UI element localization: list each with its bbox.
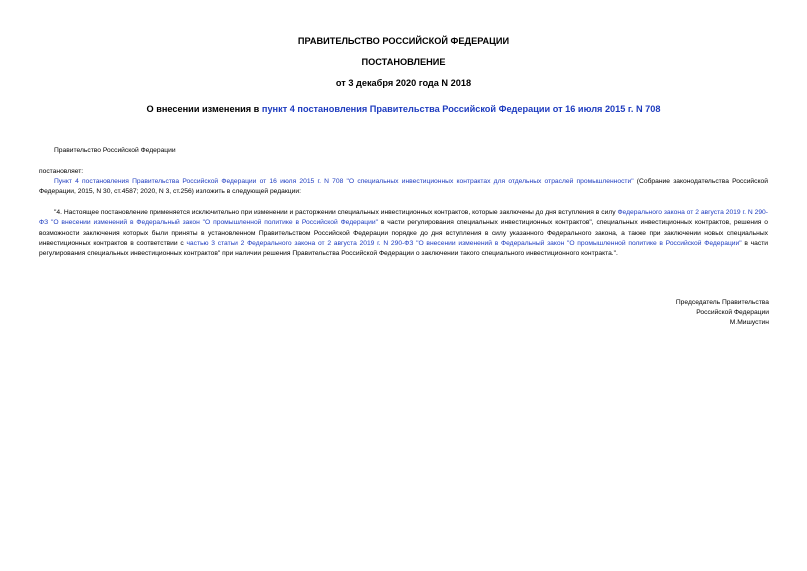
signature-name: М.Мишустин (729, 319, 769, 326)
paragraph-2-link-2[interactable]: частью 3 статьи 2 Федерального закона от 2 августа 2019 г. N 290-ФЗ "О внесении изменений в Федеральный закон "О промышленной политике в Российской Федерации" (186, 239, 742, 247)
signature-organization: Российской Федерации (696, 309, 769, 316)
signature-position: Председатель Правительства (675, 299, 769, 306)
document-type-heading: ПОСТАНОВЛЕНИЕ (361, 57, 446, 67)
document-title (0, 104, 807, 115)
signature-block (676, 298, 769, 328)
government-heading: ПРАВИТЕЛЬСТВО РОССИЙСКОЙ ФЕДЕРАЦИИ (297, 36, 510, 46)
paragraph-2 (39, 208, 768, 259)
paragraph-2-text-c: в части регулирования специальных инвестиционных контрактов" при наличии решения Правительства Российской Федерации о заключении такого специального инвестиционного контракта.". (39, 239, 768, 258)
decree-text: постановляет: (39, 168, 84, 175)
title-prefix: О внесении изменения в (146, 104, 262, 114)
paragraph-2-text-b: в части регулирования специальных инвестиционных контрактов", специальных инвестиционных контрактов, решения о возможности заключения которых были приняты в установленном Правительством Российской Федерации порядке до дня вступления в силу указанного Федерального закона, а также при заключении новых специальных инвестиционных контрактов в соответствии с (39, 219, 768, 247)
subject-text: Правительство Российской Федерации (54, 147, 176, 154)
title-link[interactable]: пункт 4 постановления Правительства Российской Федерации от 16 июля 2015 г. N 708 (261, 104, 661, 114)
paragraph-1 (39, 177, 768, 198)
paragraph-1-link[interactable]: Пункт 4 постановления Правительства Российской Федерации от 16 июля 2015 г. N 708 "О специальных инвестиционных контрактах для отдельных отраслей промышленности" (54, 178, 634, 185)
paragraph-2-link-1[interactable]: Федерального закона от 2 августа 2019 г. N 290-ФЗ "О внесении изменений в Федеральный закон "О промышленной политике в Российской Федерации" (39, 209, 768, 227)
paragraph-1-text: (Собрание законодательства Российской Федерации, 2015, N 30, ст.4587; 2020, N 3, ст.256) изложить в следующей редакции: (39, 178, 768, 196)
paragraph-2-text-a: "4. Настоящее постановление применяется исключительно при изменении и расторжении специальных инвестиционных контрактов, которые заключены до дня вступления в силу (54, 209, 618, 216)
date-number-heading: от 3 декабря 2020 года N 2018 (335, 78, 472, 88)
